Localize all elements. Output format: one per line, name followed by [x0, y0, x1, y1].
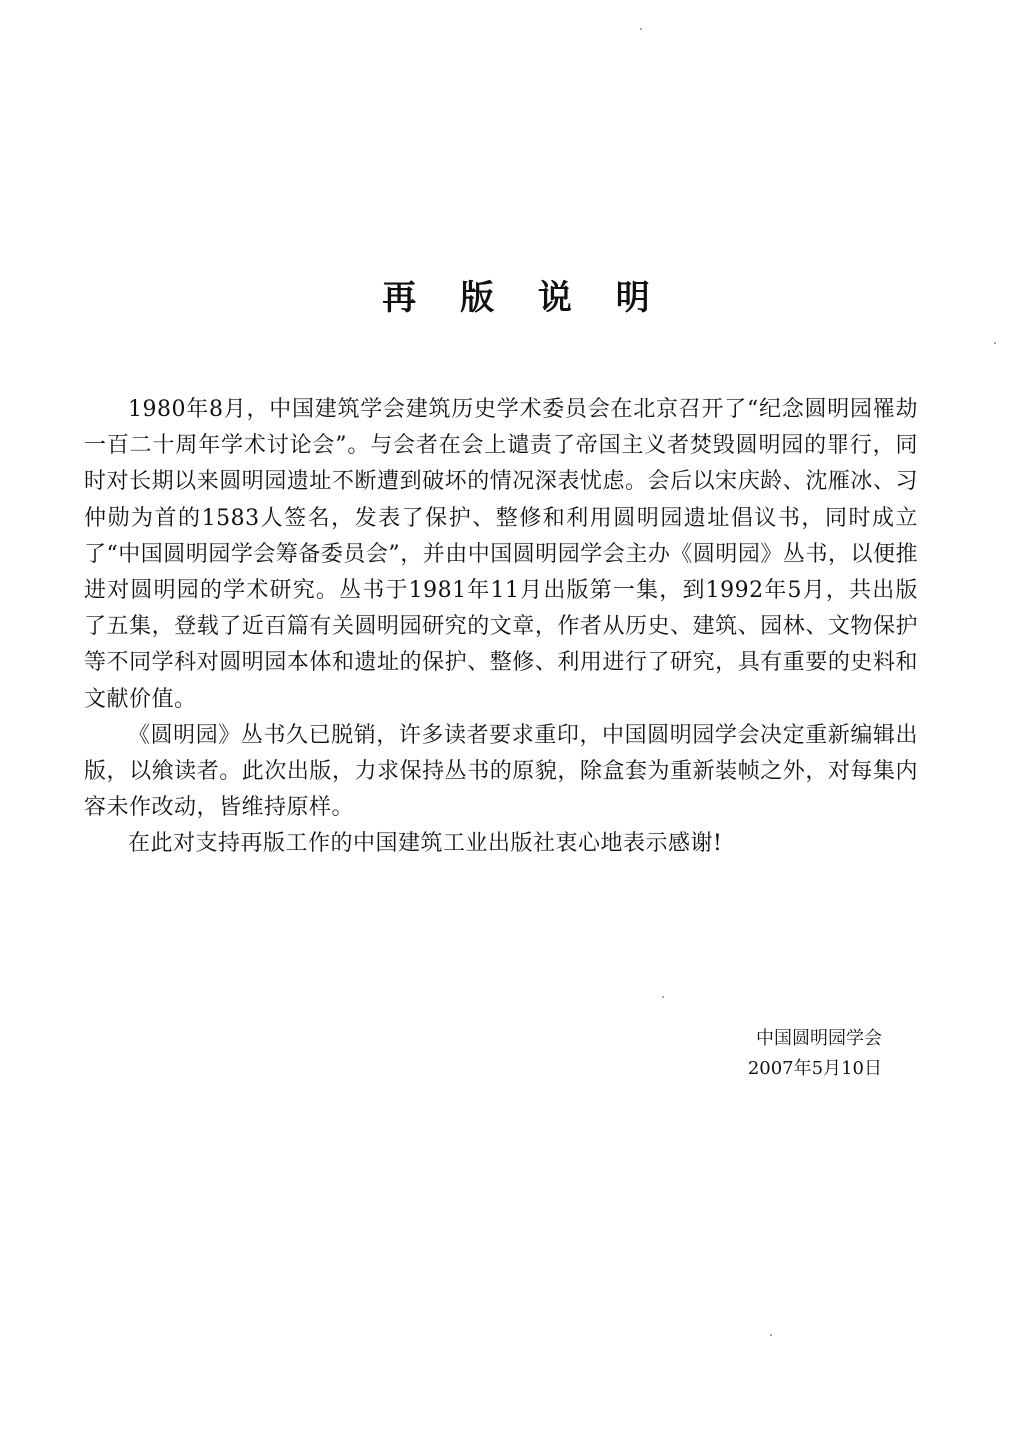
page-title: 再 版 说 明: [382, 278, 666, 318]
signature-block: [660, 1024, 882, 1084]
paragraph-2: 《圆明园》丛书久已脱销，许多读者要求重印，中国圆明园学会决定重新编辑出版，以飨读者。此次出版，力求保持丛书的原貌，除盒套为重新装帧之外，对每集内容未作改动，皆维持原样。: [84, 722, 918, 821]
signature-organization: 中国圆明园学会: [756, 1028, 882, 1049]
signature-date: 2007年5月10日: [747, 1058, 882, 1079]
paragraph-3: 在此对支持再版工作的中国建筑工业出版社衷心地表示感谢!: [128, 831, 723, 857]
scan-speck: [770, 1334, 772, 1336]
scan-speck: [662, 996, 664, 998]
paragraph-1: 1980年8月，中国建筑学会建筑历史学术委员会在北京召开了“纪念圆明园罹劫一百二十周年学术讨论会”。与会者在会上谴责了帝国主义者焚毁圆明园的罪行，同时对长期以来圆明园遗址不断遭到破坏的情况深表忧虑。会后以宋庆龄、沈雁冰、习仲勋为首的1583人签名，发表了保护、整修和利用圆明园遗址倡议书，同时成立了“中国圆明园学会筹备委员会”，并由中国圆明园学会主办《圆明园》丛书，以便推进对圆明园的学术研究。丛书于1981年11月出版第一集，到1992年5月，共出版了五集，登载了近百篇有关圆明园研究的文章，作者从历史、建筑、园林、文物保护等不同学科对圆明园本体和遗址的保护、整修、利用进行了研究，具有重要的史料和文献价值。: [84, 397, 918, 712]
scan-speck: [640, 28, 642, 30]
scan-speck: [994, 342, 996, 344]
document-body: [84, 392, 918, 863]
